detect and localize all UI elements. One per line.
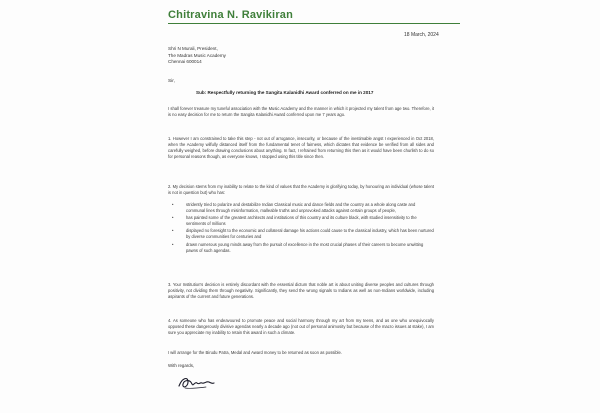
recipient-line: Shri N Murali, President, xyxy=(168,46,218,51)
closing-line: With regards, xyxy=(168,363,195,368)
list-item xyxy=(168,215,434,227)
bullet-icon: • xyxy=(172,202,174,207)
letterhead-name: Chitravina N. Ravikiran xyxy=(168,9,294,21)
recipient-address xyxy=(168,46,226,66)
list-item-text: drawn numerous young minds away from the pursuit of excellence in the most crucial phases of their careers to become unwitting pawns of such agendas. xyxy=(186,241,424,253)
paragraph-return-note: I will arrange for the Birudu Patra, Medal and Award money to be returned as soon as possible. xyxy=(168,350,342,355)
bullet-icon: • xyxy=(172,215,174,221)
letterhead-rule xyxy=(168,23,460,24)
paragraph-intro: I shall forever treasure my tuneful association with the Music Academy and the manner in which it projected my talent from age two. Therefore, it is no easy decision for me to return the Sangita Kalanidhi Award conferred upon me 7 years ago. xyxy=(168,106,434,118)
paragraph-point-1: 1. However I am constrained to take this step - not out of arrogance, insecurity, or because of the inestimable angst I experienced in Oct 2018, when the Academy wilfully distanced itself from the fundamental tenet of fairness, which dictates that evidence be verified from all sides and carefully weighed, before drawing conclusions about anything. In fact, I refrained from returning this then as it would have been churlish to do so for personal reasons though, as everyone knows, I stopped using this title since then. xyxy=(168,136,434,160)
list-item xyxy=(168,202,434,214)
list-item-text: stridently tried to polarize and destabilize Indian Classical music and dance fields and the country as a whole along caste and communal lines through misinformation, malleable truths and unprovoked attacks against certain groups of people, xyxy=(186,202,416,214)
paragraph-point-2: 2. My decision stems from my inability to relate to the kind of values that the Academy is glorifying today, by honouring an individual (whose talent is not in question but) who has: xyxy=(168,184,434,196)
paragraph-point-4: 4. As someone who has endeavoured to promote peace and social harmony through my art from my teens, and as one who unequivocally opposed these dangerously divisive agendas nearly a decade ago (not out of personal animosity but because of the macro issues at stake), I am sure you appreciate my inability to retain this award in such a climate. xyxy=(168,318,434,336)
salutation: Sir, xyxy=(168,79,175,84)
bullet-icon: • xyxy=(172,228,174,234)
subject-line: Sub: Respectfully returning the Sangita Kalanidhi Award conferred on me in 2017 xyxy=(196,90,374,95)
letter-date: 18 March, 2024 xyxy=(404,32,439,38)
paragraph-point-3: 3. Your Institution's decision is entirely discordant with the essential dictum that noble art is about uniting diverse peoples and cultures through positivity, not dividing them through negativity. Significantly, they send the wrong signals to Indians as well as non-Indians worldwide, including aspirants of the current and future generations. xyxy=(168,282,434,300)
list-item xyxy=(168,242,434,254)
list-item xyxy=(168,228,434,240)
recipient-line: The Madras Music Academy xyxy=(168,52,226,58)
list-item-text: has painted some of the greatest architects and institutions of this country and its culture black, with studied insensitivity to the sentiments of millions xyxy=(186,215,417,227)
list-item-text: displayed no foresight to the economic and collateral damage his actions could cause to the classical industry, which has been nurtured by diverse communities for centuries and xyxy=(186,228,434,240)
bullet-list xyxy=(168,202,434,255)
signature-icon xyxy=(176,372,216,394)
recipient-line: Chennai 600014 xyxy=(168,59,202,65)
bullet-icon: • xyxy=(172,241,174,247)
